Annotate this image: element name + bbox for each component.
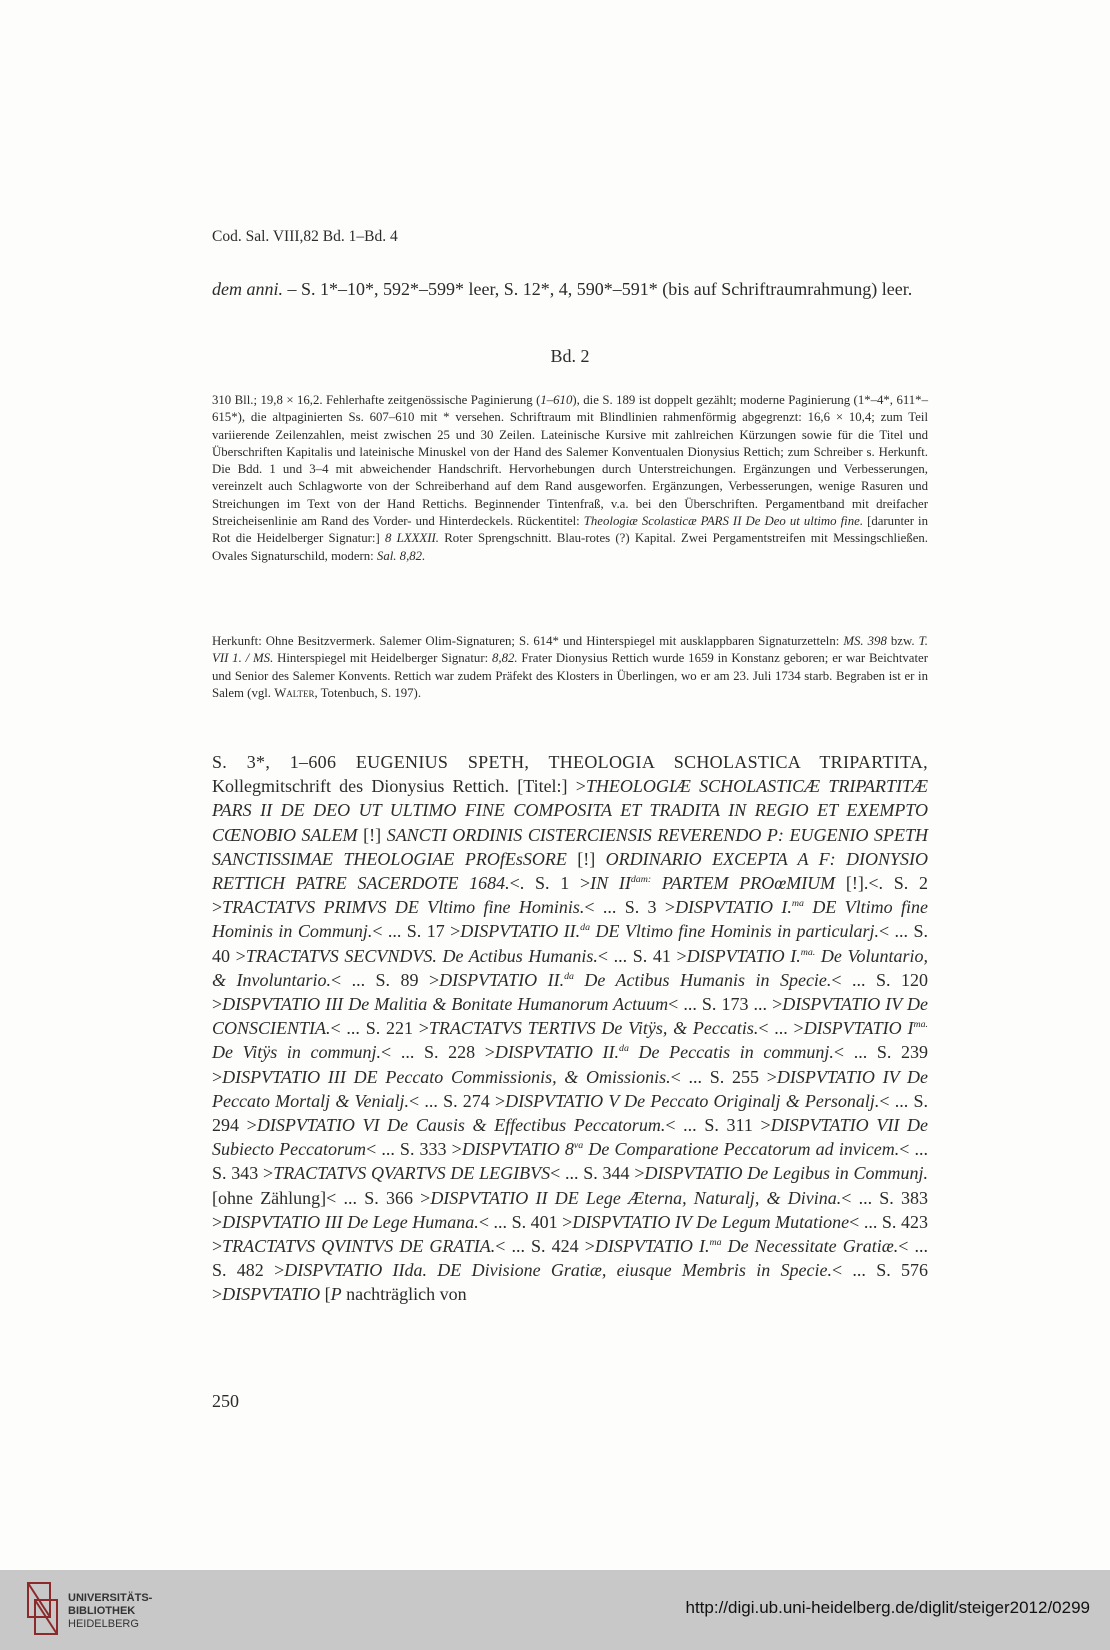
content-span: nachträglich von xyxy=(341,1284,467,1305)
desc-italic-1: 1–610 xyxy=(540,393,573,407)
source-url-link[interactable]: http://digi.ub.uni-heidelberg.de/diglit/steiger2012/0299 xyxy=(685,1598,1090,1617)
content-span: [!] xyxy=(357,824,387,845)
running-head: Cod. Sal. VIII,82 Bd. 1–Bd. 4 xyxy=(212,228,398,245)
content-italic: DISPVTATIO I. xyxy=(675,897,792,918)
content-italic: DISPVTATIO III De Lege Humana. xyxy=(222,1211,479,1232)
content-italic: De Actibus Humanis in Specie. xyxy=(573,969,832,990)
content-span: < ... S. 294 > xyxy=(212,1090,928,1136)
content-sup: ma xyxy=(709,1237,722,1249)
contents-paragraph xyxy=(212,750,928,1307)
content-italic: DISPVTATIO De Legibus in Communj. xyxy=(644,1163,928,1184)
page-number: 250 xyxy=(212,1391,239,1411)
library-name-line2: BIBLIOTHEK xyxy=(68,1605,136,1617)
top-text: – S. 1*–10*, 592*–599* leer, S. 12*, 4, 590*–591* (bis auf Schriftraumrahmung) leer. xyxy=(283,279,913,299)
content-italic: De Vitÿs in communj. xyxy=(212,1042,382,1063)
content-italic: TRACTATVS QVARTVS DE LEGIBVS xyxy=(273,1163,551,1184)
content-italic: De Voluntario, & Involuntario. xyxy=(212,945,928,990)
desc-italic-3: 8 LXXXII. xyxy=(385,531,439,546)
content-italic: DISPVTATIO II DE Lege Æterna, Naturalj, & Divina. xyxy=(430,1187,842,1208)
content-italic: DE Vltimo fine Hominis in particularj. xyxy=(590,921,879,942)
library-name xyxy=(68,1592,152,1631)
content-span: < ... S. 89 > xyxy=(330,969,440,990)
content-italic: DISPVTATIO I. xyxy=(594,1236,710,1257)
library-name-line3: HEIDELBERG xyxy=(68,1618,139,1630)
top-paragraph xyxy=(212,277,928,302)
content-italic: DISPVTATIO III DE Peccato Commissionis, & Omissionis. xyxy=(222,1066,671,1087)
description-paragraph xyxy=(212,392,928,565)
content-italic: DE Vltimo fine Hominis in Communj. xyxy=(212,897,929,942)
content-heading: S. 3*, 1–606 EUGENIUS SPETH, THEOLOGIA SCHOLASTICA TRIPARTITA, xyxy=(212,752,928,772)
library-logo-icon xyxy=(27,1582,63,1636)
content-span: < ... S. 423 > xyxy=(212,1211,928,1257)
prov-text-5: , Totenbuch, S. 197). xyxy=(314,685,422,700)
content-span: < ... S. 482 > xyxy=(212,1236,928,1281)
content-sup: da xyxy=(564,970,574,982)
prov-text-4: Frater Dionysius Rettich wurde 1659 in Konstanz geboren; er war Beichtvater und Senior des Salemer Konvents. Rettich war zudem Präfekt des Klosters in Überlingen, wo er am 23. Juli 1734 starb. Begraben ist er in Salem (vgl. xyxy=(212,651,928,700)
content-sup: va xyxy=(573,1140,584,1152)
prov-text-2: bzw. xyxy=(886,634,919,648)
content-italic: DISPVTATIO IV De CONSCIENTIA. xyxy=(212,994,928,1039)
content-italic: DISPVTATIO IV De Legum Mutatione xyxy=(572,1211,850,1232)
content-italic: TRACTATVS QVINTVS DE GRATIA. xyxy=(222,1236,496,1257)
content-span: < ... S. 120 > xyxy=(212,969,928,1015)
prov-text-3: Hinterspiegel mit Heidelberger Signatur: xyxy=(273,651,492,666)
content-span: < ... S. 255 > xyxy=(670,1066,777,1087)
content-span: < ... > xyxy=(758,1018,804,1039)
volume-heading: Bd. 2 xyxy=(550,346,590,366)
content-italic: DISPVTATIO I. xyxy=(686,945,801,966)
content-italic: PARTEM PROœMIUM xyxy=(651,873,836,894)
content-italic: IN II xyxy=(590,873,631,894)
content-span: < ... S. 274 > xyxy=(409,1090,506,1111)
content-span: [!] xyxy=(566,848,606,869)
content-italic: De Comparatione Peccatorum ad invicem. xyxy=(583,1139,900,1160)
prov-smallcaps: Walter xyxy=(274,685,315,700)
content-italic: TRACTATVS SECVNDVS. De Actibus Humanis. xyxy=(245,945,598,966)
content-span: < ... S. 228 > xyxy=(381,1042,495,1063)
content-italic: DISPVTATIO III De Malitia & Bonitate Humanorum Actuum xyxy=(222,994,669,1015)
content-span: < ... S. 3 > xyxy=(584,897,676,918)
content-span: < ... S. 344 > xyxy=(550,1163,645,1184)
desc-italic-4: Sal. 8,82. xyxy=(376,548,426,563)
content-italic: DISPVTATIO V De Peccato Originalj & Personalj. xyxy=(505,1090,880,1111)
content-italic: DISPVTATIO IIda. DE Divisione Gratiæ, eiusque Membris in Specie. xyxy=(284,1260,832,1281)
content-span: < ... S. 40 > xyxy=(212,921,928,966)
desc-text-4: Roter Sprengschnitt. Blau-rotes (?) Kapital. Zwei Pergamentstreifen mit Messingschließen. Ovales Signaturschild, modern: xyxy=(212,531,929,563)
content-italic: THEOLOGIÆ SCHOLASTICÆ TRIPARTITÆ PARS II DE DEO UT ULTIMO FINE COMPOSITA ET TRADITA IN REGIO ET EXEMPTO CŒNOBIO SALEM xyxy=(212,776,928,845)
content-sup: da xyxy=(580,922,591,934)
content-sup: ma. xyxy=(800,946,816,958)
content-span: < ... S. 41 > xyxy=(597,945,687,966)
content-italic: DISPVTATIO xyxy=(222,1284,321,1305)
content-span: < ... S. 221 > xyxy=(330,1018,429,1039)
content-span: < ... S. 17 > xyxy=(372,921,461,942)
provenance-paragraph xyxy=(212,633,928,702)
viewer-footer xyxy=(0,1570,1110,1650)
content-span: < ... S. 424 > xyxy=(495,1236,595,1257)
desc-italic-2: Theologiæ Scolasticæ PARS II De Deo ut ultimo fine. xyxy=(583,514,864,529)
content-italic: De Peccatis in communj. xyxy=(628,1042,834,1063)
content-sup: dam: xyxy=(630,874,652,886)
content-span: Kollegmitschrift des Dionysius Rettich. [Titel:] > xyxy=(212,776,586,797)
content-italic: DISPVTATIO II. xyxy=(439,969,565,990)
content-italic: DISPVTATIO VI De Causis & Effectibus Peccatorum. xyxy=(256,1115,666,1136)
content-italic: DISPVTATIO VII De Subiecto Peccatorum xyxy=(212,1115,928,1160)
prov-italic-1: MS. 398 xyxy=(843,634,887,648)
content-italic: TRACTATVS TERTIVS De Vitÿs, & Peccatis. xyxy=(428,1018,759,1039)
content-span: < ... S. 311 > xyxy=(665,1115,771,1136)
prov-text-1: Herkunft: Ohne Besitzvermerk. Salemer Olim-Signaturen; S. 614* und Hinterspiegel mit ausklappbaren Signaturzetteln: xyxy=(212,634,844,648)
content-italic: DISPVTATIO II. xyxy=(494,1042,620,1063)
content-span: < ... S. 343 > xyxy=(212,1139,928,1184)
content-italic: De Necessitate Gratiæ. xyxy=(721,1236,899,1257)
content-span: [!].<. S. 2 > xyxy=(212,873,928,918)
desc-text-1: 310 Bll.; 19,8 × 16,2. Fehlerhafte zeitgenössische Paginierung ( xyxy=(212,393,541,407)
content-span: [ xyxy=(320,1284,331,1305)
content-italic: DISPVTATIO IV De Peccato Mortalj & Venialj. xyxy=(212,1066,928,1111)
content-span: < ... S. 576 > xyxy=(212,1260,928,1305)
content-span: < ... S. 333 > xyxy=(366,1139,462,1160)
content-italic: DISPVTATIO 8 xyxy=(461,1139,574,1160)
library-name-line1: UNIVERSITÄTS- xyxy=(68,1592,153,1604)
content-sup: da xyxy=(619,1043,629,1055)
content-italic: ORDINARIO EXCEPTA A F: DIONYSIO RETTICH PATRE SACERDOTE 1684. xyxy=(212,848,929,894)
content-italic: DISPVTATIO I xyxy=(803,1018,914,1039)
content-italic: SANCTI ORDINIS CISTERCIENSIS REVERENDO P: EUGENIO SPETH SANCTISSIMAE THEOLOGIAE PROfEsSORE xyxy=(212,824,929,869)
content-italic: P xyxy=(330,1284,342,1305)
content-span: < ... S. 383 > xyxy=(212,1187,928,1232)
content-span: < ... S. 239 > xyxy=(212,1042,928,1087)
content-sup: ma xyxy=(791,898,804,910)
prov-italic-2: T. VII 1. / MS. xyxy=(212,634,928,666)
content-span: [ohne Zählung]< ... S. 366 > xyxy=(212,1187,431,1208)
content-span: < ... S. 401 > xyxy=(478,1211,573,1232)
desc-text-2: ), die S. 189 ist doppelt gezählt; moderne Paginierung (1*–4*, 611*–615*), die altpaginierten Ss. 607–610 mit * versehen. Schriftraum mit Blindlinien rahmenförmig abgegrenzt: 16,6 × 10,4; zum Teil variierende Zeilenzahlen, meist zwischen 25 und 30 Zeilen. Lateinische Kursive mit zahlreichen Kürzungen sowie für die Titel und Überschriften Kapitalis und lateinische Minuskel von der Hand des Salemer Konventualen Dionysius Rettich; zum Schreiber s. Herkunft. Die Bdd. 1 und 3–4 mit abweichender Handschrift. Hervorhebungen durch Unterstreichungen. Ergänzungen und Verbesserungen, vereinzelt auch Schlagworte von der Schreiberhand auf dem Rand ausgeworfen. Ergänzungen, Verbesserungen, wenige Rasuren und Streichungen im Text von der Hand Rettichs. Beginnender Tintenfraß, v.a. bei den Überschriften. Pergamentband mit dreifacher Streicheisenlinie am Rand des Vorder- und Hinterdeckels. Rückentitel: xyxy=(212,393,928,529)
content-italic: TRACTATVS PRIMVS DE Vltimo fine Hominis. xyxy=(222,897,585,918)
desc-text-3: [darunter in Rot die Heidelberger Signatur:] xyxy=(212,514,928,546)
content-sup: ma. xyxy=(913,1019,928,1031)
content-span: < ... S. 173 ... > xyxy=(668,994,783,1015)
content-italic: DISPVTATIO II. xyxy=(460,921,581,942)
content-span: <. S. 1 > xyxy=(509,873,591,894)
prov-italic-3: 8,82. xyxy=(491,651,518,666)
top-italic: dem anni. xyxy=(212,279,283,299)
